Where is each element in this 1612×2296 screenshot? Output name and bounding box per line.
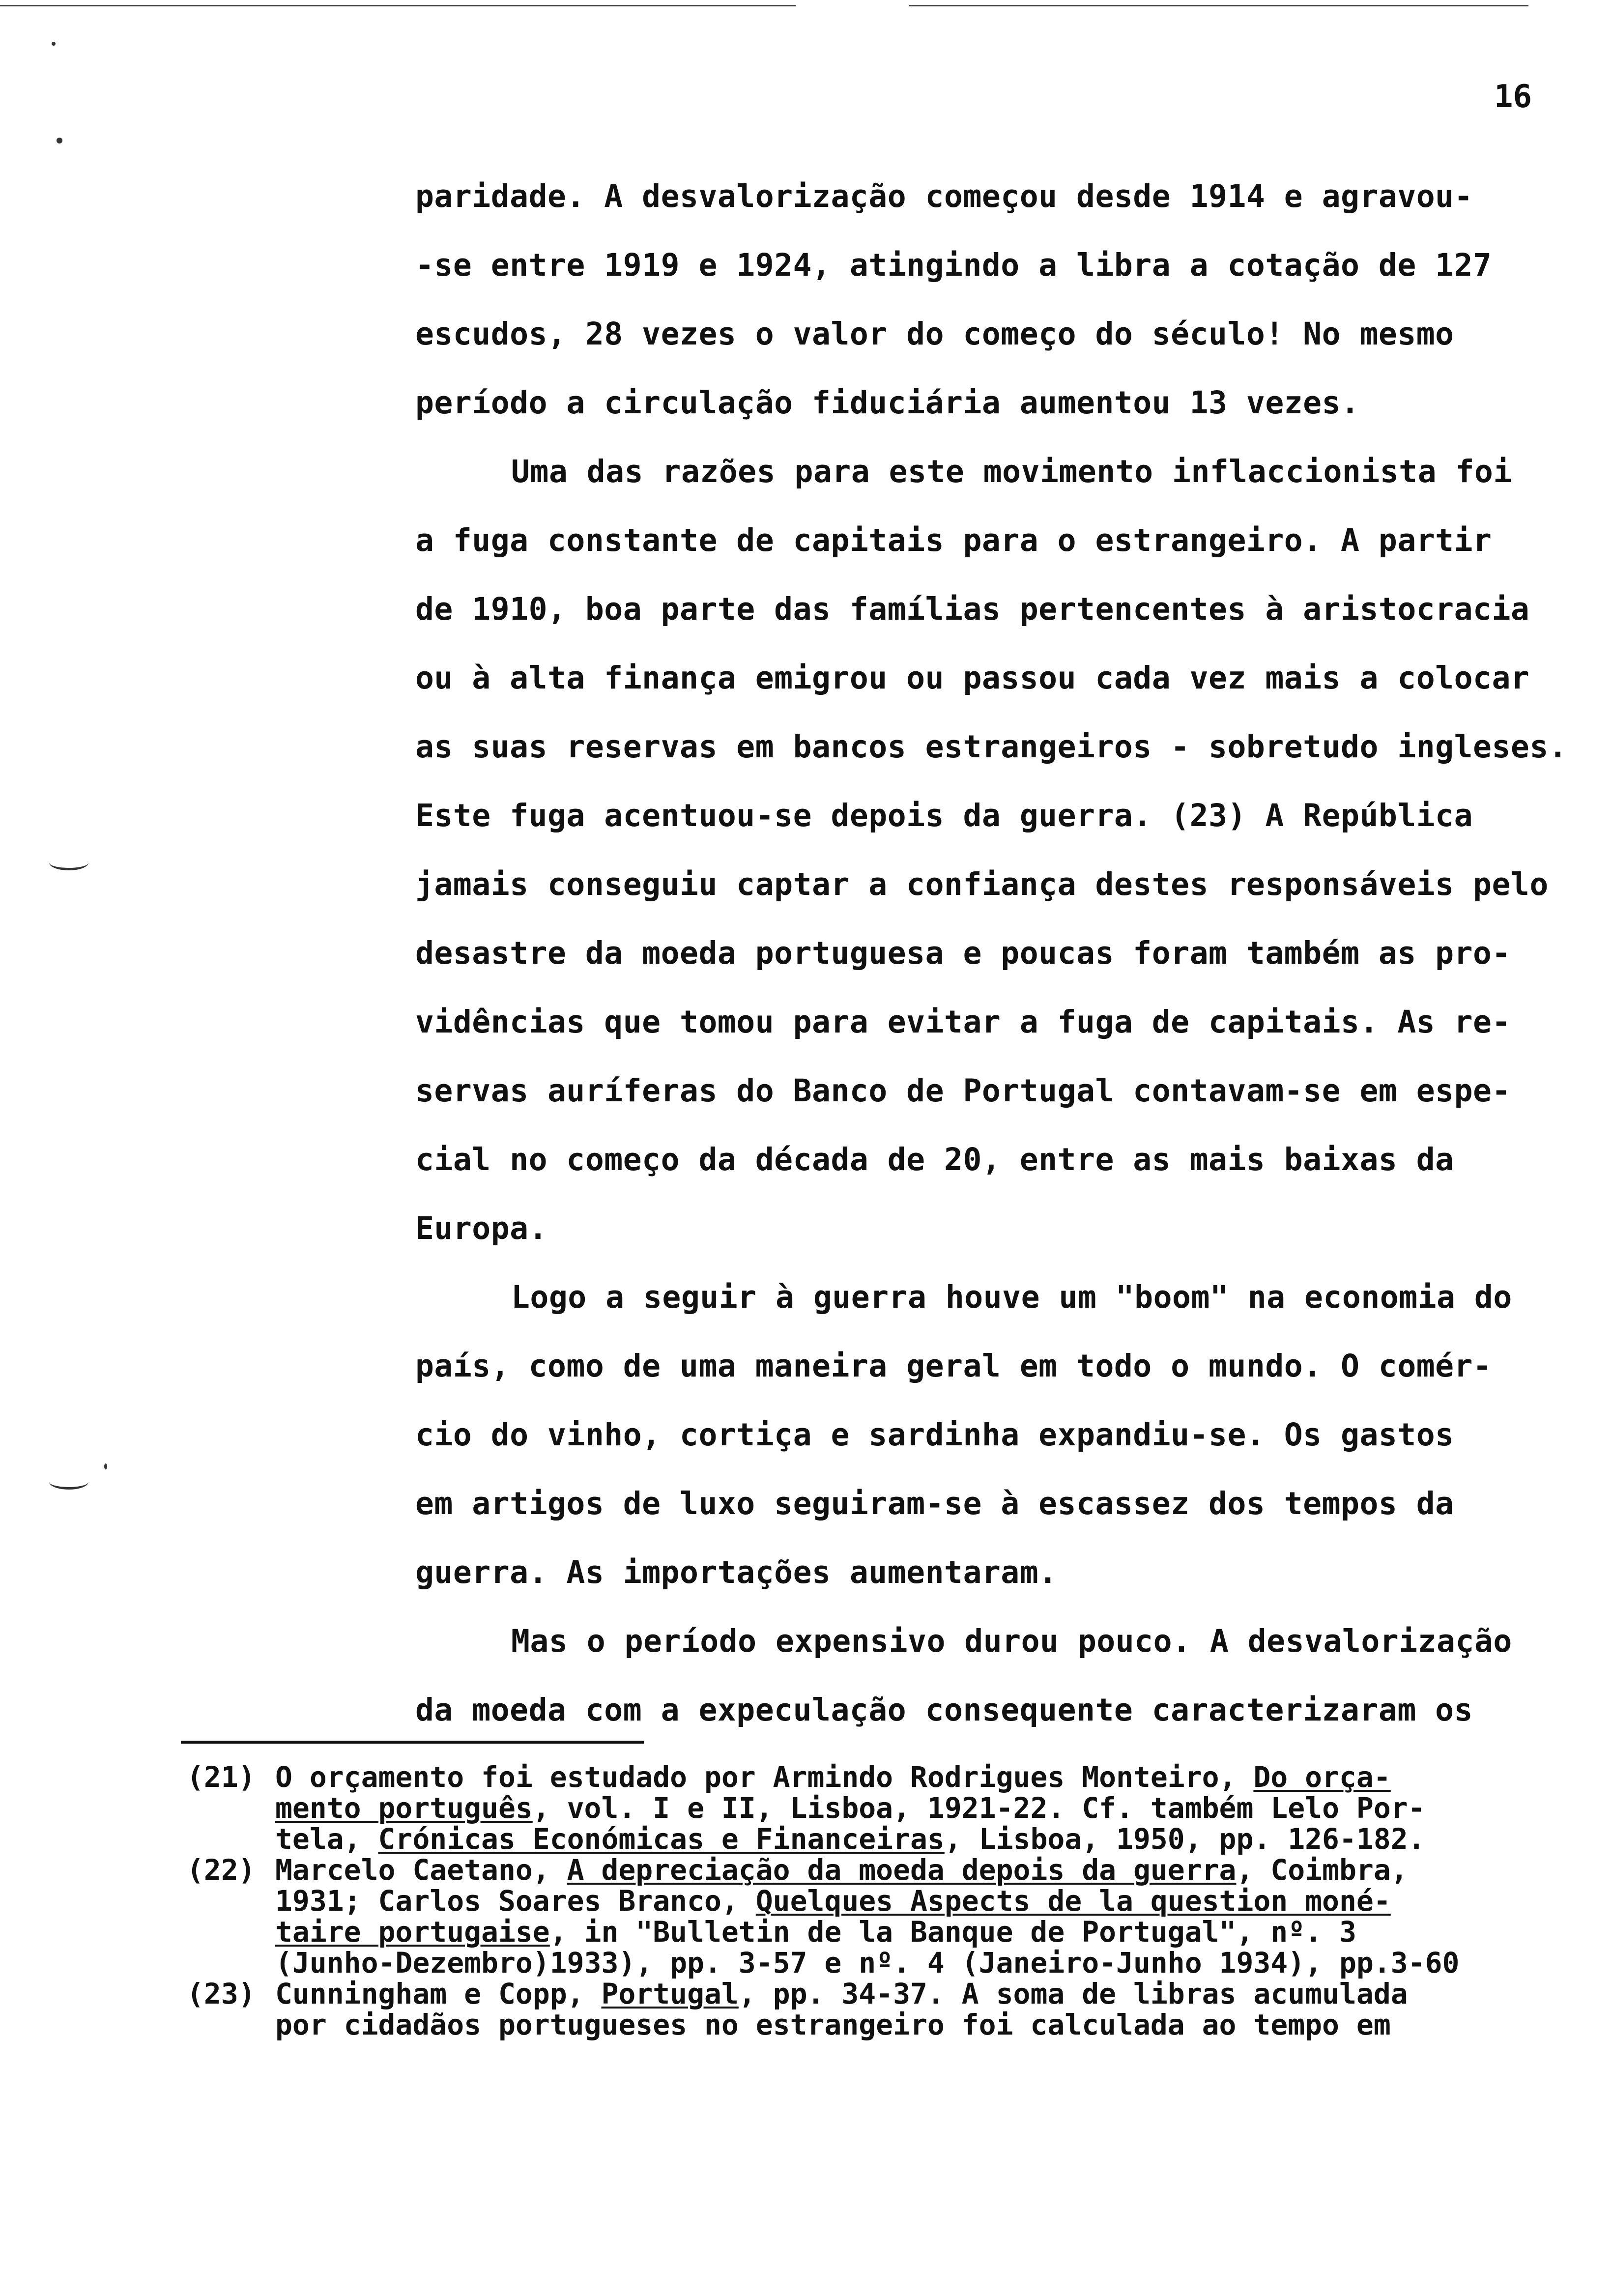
footnote-text: , vol. I e II, Lisboa, 1921-22. Cf. também Lelo Por- [532, 1791, 1425, 1825]
scan-top-rule [0, 5, 206, 6]
footnote-number: (21) [187, 1760, 256, 1794]
footnote-text: (Junho-Dezembro)1933), pp. 3-57 e nº. 4 (Janeiro-Junho 1934), pp.3-60 [275, 1946, 1460, 1980]
text-line: de 1910, boa parte das famílias pertencentes à aristocracia [415, 591, 1530, 627]
text-line: cio do vinho, cortiça e sardinha expandiu-se. Os gastos [415, 1417, 1454, 1453]
footnote-text: , Coimbra, [1236, 1853, 1408, 1887]
text-line: desastre da moeda portuguesa e poucas foram também as pro- [415, 935, 1511, 971]
footnote-line [187, 1793, 1592, 1824]
footnote-line [187, 1886, 1592, 1917]
text-line: período a circulação fiduciária aumentou 13 vezes. [415, 385, 1360, 421]
text-line: Europa. [415, 1210, 548, 1246]
cited-title: Do orça- [1253, 1760, 1391, 1794]
footnote-text: , Lisboa, 1950, pp. 126-182. [944, 1822, 1425, 1856]
text-line: guerra. As importações aumentaram. [415, 1554, 1058, 1590]
text-line: -se entre 1919 e 1924, atingindo a libra a cotação de 127 [415, 247, 1492, 283]
text-line: cial no começo da década de 20, entre as mais baixas da [415, 1142, 1454, 1177]
footnote-line [187, 2009, 1592, 2040]
text-line: ou à alta finança emigrou ou passou cada vez mais a colocar [415, 660, 1530, 696]
footnote-text: por cidadãos portugueses no estrangeiro foi calculada ao tempo em [275, 2008, 1391, 2041]
footnote-number: (22) [187, 1853, 256, 1887]
text-line: paridade. A desvalorização começou desde 1914 e agravou- [415, 178, 1473, 214]
text-line: da moeda com a expeculação consequente caracterizaram os [415, 1692, 1473, 1728]
text-line: servas auríferas do Banco de Portugal contavam-se em espe- [415, 1073, 1511, 1109]
footnote-text: tela, [275, 1822, 378, 1856]
footnote-line [187, 1948, 1592, 1979]
cited-title: taire portugaise [275, 1915, 550, 1949]
text-line: Mas o período expensivo durou pouco. A desvalorização [511, 1623, 1512, 1659]
footnote [187, 1855, 1592, 1979]
text-line: jamais conseguiu captar a confiança destes responsáveis pelo [415, 866, 1549, 902]
footnote-number: (23) [187, 1977, 256, 2010]
cited-title: mento português [275, 1791, 533, 1825]
scan-speck [104, 1464, 107, 1469]
text-line: vidências que tomou para evitar a fuga de capitais. As re- [415, 1004, 1511, 1040]
footnote [187, 1979, 1592, 2040]
scan-top-rule [909, 5, 1528, 6]
text-line: em artigos de luxo seguiram-se à escassez dos tempos da [415, 1486, 1454, 1521]
scan-top-rule [197, 5, 796, 6]
main-text [415, 162, 1568, 1745]
text-line: país, como de uma maneira geral em todo o mundo. O comér- [415, 1348, 1492, 1384]
scan-speck [52, 42, 56, 46]
footnote-line [187, 1917, 1592, 1948]
margin-mark [49, 855, 88, 870]
cited-title: Quelques Aspects de la question moné- [755, 1884, 1391, 1918]
text-line: escudos, 28 vezes o valor do começo do século! No mesmo [415, 316, 1454, 352]
page-number: 16 [1494, 79, 1532, 115]
footnote-line [187, 1855, 1592, 1886]
cited-title: Crónicas Económicas e Financeiras [378, 1822, 945, 1856]
margin-mark [49, 1474, 88, 1490]
footnote-text: Marcelo Caetano, [275, 1853, 567, 1887]
footnote-line [187, 1824, 1592, 1855]
text-line: as suas reservas em bancos estrangeiros - sobretudo ingleses. [415, 729, 1568, 765]
footnote-text: , pp. 34-37. A soma de libras acumulada [738, 1977, 1408, 2010]
text-line: Este fuga acentuou-se depois da guerra. (23) A República [415, 798, 1473, 833]
footnotes [187, 1762, 1592, 2040]
text-line: Logo a seguir à guerra houve um "boom" na economia do [511, 1279, 1512, 1315]
footnote-separator [181, 1741, 644, 1744]
scan-speck [57, 138, 62, 144]
footnote-text: Cunningham e Copp, [275, 1977, 602, 2010]
cited-title: A depreciação da moeda depois da guerra [567, 1853, 1237, 1887]
footnote-text: O orçamento foi estudado por Armindo Rodrigues Monteiro, [275, 1760, 1254, 1794]
footnote-text: , in "Bulletin de la Banque de Portugal", nº. 3 [549, 1915, 1356, 1949]
footnote-text: 1931; Carlos Soares Branco, [275, 1884, 756, 1918]
footnote-line [187, 1979, 1592, 2009]
text-line: Uma das razões para este movimento inflaccionista foi [511, 454, 1512, 489]
text-line: a fuga constante de capitais para o estrangeiro. A partir [415, 522, 1492, 558]
footnote-line [187, 1762, 1592, 1793]
cited-title: Portugal [601, 1977, 739, 2010]
footnote [187, 1762, 1592, 1855]
